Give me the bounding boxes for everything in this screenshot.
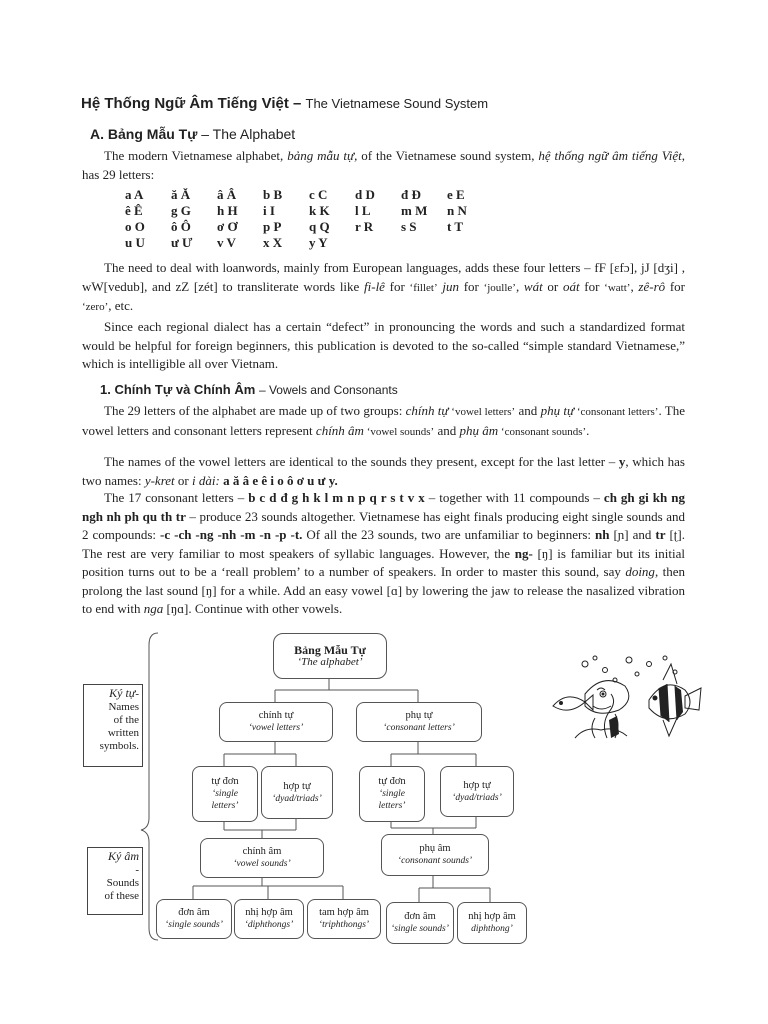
ky-am-label: Ký âm - Sounds of these bbox=[87, 847, 143, 915]
node-consonant-compound-letters: hợp tự ‘dyad/triads’ bbox=[440, 766, 514, 817]
fish-illustration-icon bbox=[545, 650, 705, 740]
node-vowel-single-sounds: đơn âm ‘single sounds’ bbox=[156, 899, 232, 939]
section-1-subtitle: – Vowels and Consonants bbox=[258, 383, 398, 397]
node-consonant-single-sounds: đơn âm ‘single sounds’ bbox=[386, 902, 454, 944]
intro-paragraph: The modern Vietnamese alphabet, bảng mẫu tự, of the Vietnamese sound system, hệ thống ngữ âm tiếng Việt, has 29 letters: bbox=[82, 148, 686, 182]
node-vowel-diphthongs: nhị hợp âm ‘diphthongs’ bbox=[234, 899, 304, 939]
dialect-paragraph: Since each regional dialect has a certain “defect” in pronouncing the words and such a standardized format would be helpful for foreign beginners, this publication is devoted to the so-called “simple standard Vietnamese,” which is intelligible all over Vietnam. bbox=[82, 319, 685, 371]
node-consonant-letters: phụ tự ‘consonant letters’ bbox=[356, 702, 482, 742]
node-consonant-diphthong: nhị hợp âm diphthong’ bbox=[457, 902, 527, 944]
loanwords-paragraph: The need to deal with loanwords, mainly from European languages, adds these four letters – fF [ɛfɔ], jJ [dʒi] , wW[vedub], and zZ [zét] to transliterate words like fi-lê for ‘fillet’ jun for ‘joulle’, wát or oát for ‘watt’, zê-rô for ‘zero’, etc. bbox=[82, 260, 685, 313]
left-brace bbox=[141, 633, 158, 940]
alphabet-row: u U ư Ư v V x X y Y bbox=[125, 235, 328, 250]
title-main: Hệ Thống Ngữ Âm Tiếng Việt – bbox=[81, 95, 302, 112]
node-vowel-triphthongs: tam hợp âm ‘triphthongs’ bbox=[307, 899, 381, 939]
alphabet-row: ê Ê g G h H i I k K l L m M n N bbox=[125, 203, 467, 218]
consonants-paragraph: The 17 consonant letters – b c d đ g h k l m n p q r s t v x – together with 11 compounds – ch gh gi kh ng ngh nh ph qu th tr – produce 23 sounds altogether. Vietnamese has eight finals producing eight single sounds and 2 compounds: -c -ch -ng -nh -m -n -p -t. Of all the 23 sounds, two are unfamiliar to beginners: nh [ɲ] and tr [ʈ]. The rest are very familiar to most speakers of syllabic languages. However, the ng- [ŋ] is familiar but its initial position turns out to be a ‘reall problem’ to a number of speakers. In order to master this sound, say doing, then prolong the last sound [ŋ] for a while. Add an easy vowel [ɑ] by lowering the jaw to release the nasalized vibration to end with nga [ŋɑ]. Continue with other vowels. bbox=[82, 490, 686, 616]
node-consonant-single-letters: tự đơn ‘single letters’ bbox=[359, 766, 425, 822]
section-a-subtitle: – The Alphabet bbox=[201, 126, 296, 142]
node-vowel-sounds: chính âm ‘vowel sounds’ bbox=[200, 838, 324, 878]
node-vowel-letters: chính tự ‘vowel letters’ bbox=[219, 702, 333, 742]
node-vowel-single-letters: tự đơn ‘single letters’ bbox=[192, 766, 258, 822]
alphabet-row: a A ă Ă â Â b B c C d D đ Đ e E bbox=[125, 187, 465, 202]
vowel-names-paragraph: The names of the vowel letters are identical to the sounds they present, except for the last letter – y, which has two names: y-kret or i dài: a ă â e ê i o ô ơ u ư y. bbox=[82, 454, 685, 488]
section-1-title: 1. Chính Tự và Chính Âm bbox=[100, 382, 256, 397]
node-alphabet: Bảng Mẫu Tự ‘The alphabet’ bbox=[273, 633, 387, 679]
node-vowel-compound-letters: hợp tự ‘dyad/triads’ bbox=[261, 766, 333, 819]
title-sub: The Vietnamese Sound System bbox=[305, 96, 489, 111]
alphabet-row: o O ô Ô ơ Ơ p P q Q r R s S t T bbox=[125, 219, 464, 234]
ky-tu-label: Ký tự- Names of the written symbols. bbox=[83, 684, 143, 767]
groups-paragraph: The 29 letters of the alphabet are made up of two groups: chính tự ‘vowel letters’ and phụ tự ‘consonant letters’. The vowel letters and consonant letters represent chính âm ‘vowel sounds’ and phụ âm ‘consonant sounds’. bbox=[82, 403, 686, 438]
node-consonant-sounds: phụ âm ‘consonant sounds’ bbox=[381, 834, 489, 876]
section-a-title: A. Bảng Mẫu Tự bbox=[90, 126, 198, 142]
